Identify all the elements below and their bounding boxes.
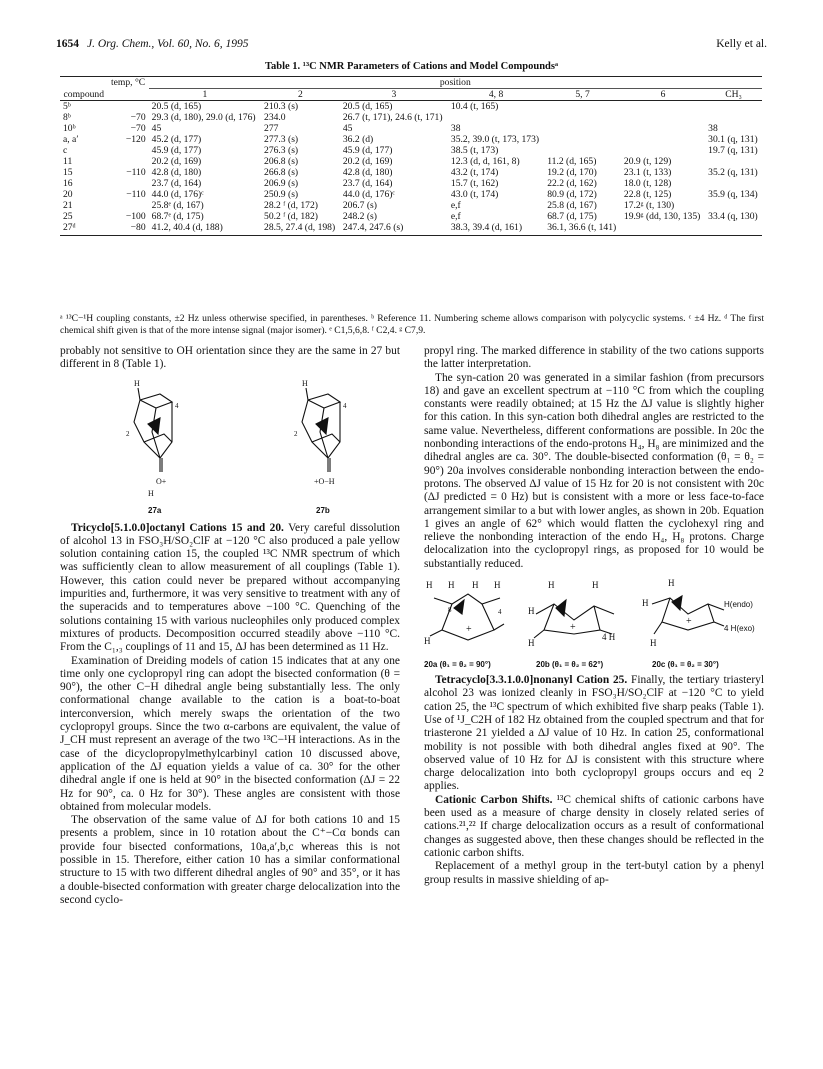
svg-text:4: 4 <box>343 401 347 410</box>
table-cell: 36.1, 36.6 (t, 141) <box>544 222 621 236</box>
section-text: Finally, the tertiary triasteryl alcohol 23 was ionized cleanly in FSO₃H/SO₂ClF at −120 °C to yield cation 25, the ¹³C spectrum of which exhibited five sharp peaks (Table 1). Use of ¹J_C2H of 182 Hz obtained from the coupled spectrum and that for triasterone 21 yielded a ΔJ value of 10 Hz. In cation 25, conformational mobility is not possible with both dihedral angles fixed at 90°. The observed value of 10 Hz for ΔJ is consistent with this structure where charge delocalization into both cyclopropyl groups occurs and eq 2 applies. <box>424 674 765 793</box>
table-row <box>60 211 762 222</box>
table-cell: 68.7ᵉ (d, 175) <box>151 211 204 222</box>
table-row <box>60 145 762 156</box>
table-cell: 28.5, 27.4 (d, 198) <box>261 222 340 236</box>
table-cell: −100 <box>125 211 146 222</box>
table-row <box>60 200 762 211</box>
table-cell: 206.9 (s) <box>264 178 299 189</box>
table-cell <box>621 101 705 113</box>
table-cell: 35.2 (q, 131) <box>708 167 758 178</box>
label-20b: 20b (θ₁ = θ₂ = 62°) <box>536 660 604 670</box>
svg-text:H: H <box>424 636 431 647</box>
table-cell <box>705 156 762 167</box>
svg-text:+: + <box>570 622 576 634</box>
table-cell: 19.7 (q, 131) <box>708 145 758 156</box>
table-row <box>60 123 762 134</box>
table-cell: 15.7 (t, 162) <box>450 178 499 189</box>
table-cell <box>108 200 149 211</box>
label-20a: 20a (θ₁ = θ₂ = 90°) <box>424 660 491 670</box>
svg-text:H: H <box>472 580 479 591</box>
head-compound: compound <box>60 89 108 101</box>
structure-20-diagram <box>424 574 764 660</box>
compound-cell: 8ᵇ <box>63 112 71 123</box>
table-cell: 25.8 (d, 167) <box>547 200 597 211</box>
figure-20-conformations <box>424 574 764 674</box>
table-row <box>60 189 762 200</box>
table-cell <box>705 178 762 189</box>
table-cell: 45 <box>342 123 353 134</box>
table-cell: 19.2 (d, 170) <box>547 167 597 178</box>
table-caption <box>0 61 823 72</box>
table-cell: 20.9 (t, 129) <box>623 156 672 167</box>
col-head: 1 <box>149 89 261 101</box>
label-h-endo: H(endo) <box>724 600 753 610</box>
svg-text:H: H <box>650 638 657 649</box>
col-head: 5, 7 <box>544 89 621 101</box>
table-cell <box>705 101 762 113</box>
section-tetracyclo <box>424 674 764 794</box>
table-caption-text: ¹³C NMR Parameters of Cations and Model Compoundsᵃ <box>302 61 559 72</box>
table-cell: 50.2 ᶠ (d, 182) <box>264 211 318 222</box>
table-cell: 38 <box>450 123 461 134</box>
table-cell <box>108 178 149 189</box>
svg-text:H: H <box>642 598 649 609</box>
table-cell: −120 <box>125 134 146 145</box>
table-cell: 45.9 (d, 177) <box>342 145 393 156</box>
table-footnote: ᵃ ¹³C−¹H coupling constants, ±2 Hz unless otherwise specified, in parentheses. ᵇ Reference 11. Numbering scheme allows comparison with polycyclic systems. ᶜ ±4 Hz. ᵈ The first chemical shift given is that of the more intense signal (major isomer). ᵉ C1,5,6,8. ᶠ C2,4. ᵍ C7,9. <box>60 313 764 336</box>
left-column <box>60 345 400 907</box>
svg-text:H: H <box>134 378 140 388</box>
running-header <box>56 38 767 50</box>
table-cell: 20.5 (d, 165) <box>342 101 393 112</box>
section-tricyclo <box>60 522 400 655</box>
table-cell: 250.9 (s) <box>264 189 299 200</box>
col-head: CH₃ <box>705 89 762 101</box>
page-number: 1654 <box>56 38 79 50</box>
table-cell <box>108 145 149 156</box>
svg-text:H: H <box>426 580 433 591</box>
section-heading: Tricyclo[5.1.0.0]octanyl Cations 15 and 20. <box>71 521 284 534</box>
table-cell: 45 <box>151 123 162 134</box>
svg-text:8: 8 <box>448 606 452 615</box>
svg-text:2: 2 <box>126 429 130 438</box>
svg-text:2: 2 <box>294 429 298 438</box>
table-cell: 38 <box>708 123 718 134</box>
table-cell: 210.3 (s) <box>264 101 299 112</box>
table-row <box>60 134 762 145</box>
table-cell: 277.3 (s) <box>264 134 299 145</box>
table-cell <box>544 112 621 123</box>
svg-text:H: H <box>548 580 555 591</box>
table-cell: 44.0 (d, 176)ᶜ <box>342 189 395 200</box>
compound-cell: 21 <box>63 200 73 211</box>
table-cell <box>621 123 705 134</box>
table-cell: 42.8 (d, 180) <box>342 167 393 178</box>
table-cell: 23.1 (t, 133) <box>623 167 672 178</box>
svg-text:H: H <box>494 580 501 591</box>
table-cell: −110 <box>126 189 146 200</box>
table-cell: 43.0 (t, 174) <box>450 189 499 200</box>
paragraph: The observation of the same value of ΔJ for both cations 10 and 15 presents a problem, since in 10 rotation about the C⁺−Cα bonds can provide four bisected conformations, 10a,a′,b,c whereas this is not possible in 15. Therefore, either cation 10 has a similar conformational structure to 15 with two different dihedral angles of 90° and 35°, or it has a double-bisected conformation with greater charge delocalization into the second cyclo- <box>60 814 400 906</box>
col-head: 4, 8 <box>448 89 544 101</box>
svg-text:O+: O+ <box>156 476 167 486</box>
col-head: 3 <box>340 89 448 101</box>
compound-cell: c <box>63 145 68 156</box>
svg-text:H: H <box>528 606 535 617</box>
table-cell: 43.2 (t, 174) <box>450 167 499 178</box>
table-cell: 35.9 (q, 134) <box>708 189 758 200</box>
table-cell: 17.2ᵍ (t, 130) <box>623 200 675 211</box>
table-cell: 23.7 (d, 164) <box>151 178 202 189</box>
table-cell: 10.4 (t, 165) <box>450 101 499 112</box>
col-head: 6 <box>621 89 705 101</box>
label-27a: 27a <box>148 505 162 515</box>
label-27b: 27b <box>316 505 330 515</box>
svg-text:H: H <box>592 580 599 591</box>
table-row <box>60 178 762 189</box>
table-cell <box>705 112 762 123</box>
table-cell <box>705 222 762 236</box>
table-cell: 35.2, 39.0 (t, 173, 173) <box>450 134 540 145</box>
table-cell: 41.2, 40.4 (d, 188) <box>149 222 261 236</box>
compound-cell: 27ᵈ <box>60 222 108 236</box>
svg-text:H: H <box>448 580 455 591</box>
table-cell: 30.1 (q, 131) <box>708 134 758 145</box>
table-cell <box>448 112 544 123</box>
compound-cell: 5ᵇ <box>63 101 71 112</box>
table-cell <box>544 101 621 113</box>
nmr-table-body <box>60 101 762 236</box>
header-left <box>56 38 249 50</box>
table-cell: 20.5 (d, 165) <box>151 101 202 112</box>
table-row <box>60 167 762 178</box>
table-cell <box>544 123 621 134</box>
table-cell: 22.8 (t, 125) <box>623 189 672 200</box>
section-text: ¹³C chemical shifts of cationic carbons have been used as a measure of charge density in closely related series of cations.²¹,²² If charge delocalization occurs as a result of conformational changes as suggested above, then these changes should be reflected in the cationic carbon shifts. <box>424 793 764 859</box>
table-row <box>60 101 762 113</box>
head-position: position <box>149 77 762 89</box>
table-cell: 42.8 (d, 180) <box>151 167 202 178</box>
svg-text:4: 4 <box>498 608 502 617</box>
table-row <box>60 112 762 123</box>
table-cell: 44.0 (d, 176)ᶜ <box>151 189 204 200</box>
svg-text:4 H: 4 H <box>602 632 616 643</box>
table-cell: 33.4 (q, 130) <box>708 211 758 222</box>
structure-20c <box>642 578 724 648</box>
table-cell: 45.9 (d, 177) <box>151 145 202 156</box>
table-cell: 28.2 ᶠ (d, 172) <box>264 200 318 211</box>
svg-text:H: H <box>528 638 535 649</box>
right-column <box>424 345 764 887</box>
svg-text:H: H <box>668 578 675 589</box>
compound-cell: 10ᵇ <box>63 123 76 134</box>
table-cell: 36.2 (d) <box>342 134 374 145</box>
table-cell: −70 <box>130 123 146 134</box>
table-cell <box>544 145 621 156</box>
table-cell: −110 <box>126 167 146 178</box>
paragraph: Examination of Dreiding models of cation 15 indicates that at any one time only one cyclopropyl ring can adopt the bisected conformation (θ = 90°), the other C−H dihedral angle being substantially less. The only conformational change available to the cation is a boat-to-boat interconversion, which merely swaps the orientation of the two cyclopropyl groups. Since the two α-carbons are equivalent, the value of J_CH must represent an average of the two ¹³C−¹H interactions. As in the case of the dicyclopropylmethylcarbinyl cation 10 discussed above, application of the ΔJ equation yields a value of ca. 30° for the other dihedral angle if one is held at 90° in the bisected conformation (ΔJ = 22 Hz for 90°, ca. 0 Hz for 30°). These angles are consistent with those obtained from molecular models. <box>60 654 400 813</box>
table-cell: 266.8 (s) <box>264 167 299 178</box>
table-cell: 25.8ᵉ (d, 167) <box>151 200 204 211</box>
table-cell: e,f <box>450 211 461 222</box>
structure-27b <box>294 379 347 486</box>
table-cell: 20.2 (d, 169) <box>151 156 202 167</box>
table-cell: 19.9ᵍ (dd, 130, 135) <box>623 211 701 222</box>
svg-text:4: 4 <box>175 401 179 410</box>
svg-text:+: + <box>686 616 692 628</box>
structure-27a <box>126 379 179 498</box>
table-cell <box>621 222 705 236</box>
compound-cell: 20 <box>63 189 73 200</box>
compound-cell: 15 <box>63 167 73 178</box>
table-row <box>60 156 762 167</box>
table-cell: 234.0 <box>264 112 286 123</box>
table-cell <box>108 156 149 167</box>
table-cell <box>544 134 621 145</box>
section-text: Very careful dissolution of alcohol 13 in FSO₃H/SO₂ClF at −120 °C also produced a pale yellow solution containing cation 15, the coupled ¹³C NMR spectrum of which was sufficiently clean to allow measurement of all couplings (Table 1). However, this cation could never be prepared without accompanying impurities and, furthermore, it was very sensitive to treatment with any of the superacids and to temperatures above −100 °C. Quenching of the solutions containing 15 with various nucleophiles only produced complex mixtures of products. Decomposition occurred steadily above −110 °C. From the C₁,₃ couplings of 11 and 15, ΔJ has been determined as 11 Hz. <box>60 521 400 654</box>
section-heading: Tetracyclo[3.3.1.0.0]nonanyl Cation 25. <box>435 674 628 687</box>
journal-citation: J. Org. Chem., Vol. 60, No. 6, 1995 <box>87 38 249 50</box>
table-cell: 248.2 (s) <box>342 211 377 222</box>
structure-20b <box>528 580 616 648</box>
col-head: 2 <box>261 89 340 101</box>
table-cell: 276.3 (s) <box>264 145 299 156</box>
table-cell: 45.2 (d, 177) <box>151 134 202 145</box>
table-cell: −70 <box>130 112 146 123</box>
compound-cell: 25 <box>63 211 73 222</box>
paragraph: propyl ring. The marked difference in stability of the two cations supports the latter interpretation. <box>424 345 764 371</box>
label-h-exo: 4 H(exo) <box>724 624 755 634</box>
table-cell: 22.2 (d, 162) <box>547 178 597 189</box>
table-cell: 26.7 (t, 171), 24.6 (t, 171) <box>342 112 443 123</box>
svg-text:H: H <box>148 488 154 498</box>
structure-20a <box>424 580 504 646</box>
svg-text:+O−H: +O−H <box>314 476 335 486</box>
table-cell: 206.8 (s) <box>264 156 299 167</box>
table-cell: 38.3, 39.4 (d, 161) <box>448 222 544 236</box>
table-cell: 206.7 (s) <box>342 200 377 211</box>
table-cell <box>621 134 705 145</box>
table-caption-label: Table 1. <box>264 61 301 72</box>
table-cell: 277 <box>264 123 279 134</box>
table-cell <box>705 200 762 211</box>
table-cell <box>108 101 149 113</box>
table-row <box>60 222 762 236</box>
table-cell: 18.0 (t, 128) <box>623 178 672 189</box>
svg-text:+: + <box>466 624 472 636</box>
table-cell: 20.2 (d, 169) <box>342 156 393 167</box>
table-cell <box>621 145 705 156</box>
table-cell: −80 <box>108 222 149 236</box>
compound-cell: 16 <box>63 178 73 189</box>
figure-27-structures <box>60 372 400 522</box>
header-authors: Kelly et al. <box>716 38 767 50</box>
svg-text:H: H <box>302 378 308 388</box>
table-cell: 80.9 (d, 172) <box>547 189 597 200</box>
compound-cell: a, a′ <box>63 134 79 145</box>
paragraph: The syn-cation 20 was generated in a similar fashion (from precursors 18) and gave an excellent spectrum at −110 °C from which the coupling constants were readily obtained; at 15 Hz the ΔJ value is slightly higher for this cation. In this syn-cation both dihedral angles are restricted to the same value. Nevertheless, different conformations are possible. In 20c the nonbonding interactions of the endo-protons H₄, H₈ are minimized and the dihedral angles are ca. 30°. The double-bisected conformation (θ₁ = θ₂ = 90°) 20a involves considerable nonbonding interaction between the endo-protons. The observed ΔJ value of 15 Hz for 20 is not consistent with 20c (ΔJ predicted = 0 Hz) but is consistent with a more or less face-to-face arrangement similar to a but with lower angles, as shown in 20b. Equation 1 gives an angle of 62° which would flatten the cyclohexyl ring and relieve the nonbonding interaction of the endo H₄, H₈ protons. Charge delocalization into the cyclopropyl rings, as proposed for 10 would be substantially reduced. <box>424 371 764 570</box>
structure-27-diagram <box>60 372 400 522</box>
table-cell: e,f <box>450 200 461 211</box>
label-20c: 20c (θ₁ = θ₂ = 30°) <box>652 660 719 670</box>
paragraph: Replacement of a methyl group in the tert-butyl cation by a phenyl group results in massive shielding of ap- <box>424 860 764 886</box>
table-cell <box>621 112 705 123</box>
table-cell: 38.5 (t, 173) <box>450 145 499 156</box>
table-cell: 29.3 (d, 180), 29.0 (d, 176) <box>151 112 256 123</box>
head-temp: temp, °C <box>108 77 149 89</box>
compound-cell: 11 <box>63 156 73 167</box>
section-heading: Cationic Carbon Shifts. <box>435 793 553 806</box>
nmr-table <box>60 76 762 236</box>
table-cell: 11.2 (d, 165) <box>547 156 597 167</box>
paragraph: probably not sensitive to OH orientation since they are the same in 27 but different in 8 (Table 1). <box>60 345 400 371</box>
table-cell: 23.7 (d, 164) <box>342 178 393 189</box>
section-cationic-shifts <box>424 794 764 860</box>
table-cell: 68.7 (d, 175) <box>547 211 597 222</box>
table-cell: 12.3 (d, d, 161, 8) <box>450 156 520 167</box>
table-cell: 247.4, 247.6 (s) <box>340 222 448 236</box>
